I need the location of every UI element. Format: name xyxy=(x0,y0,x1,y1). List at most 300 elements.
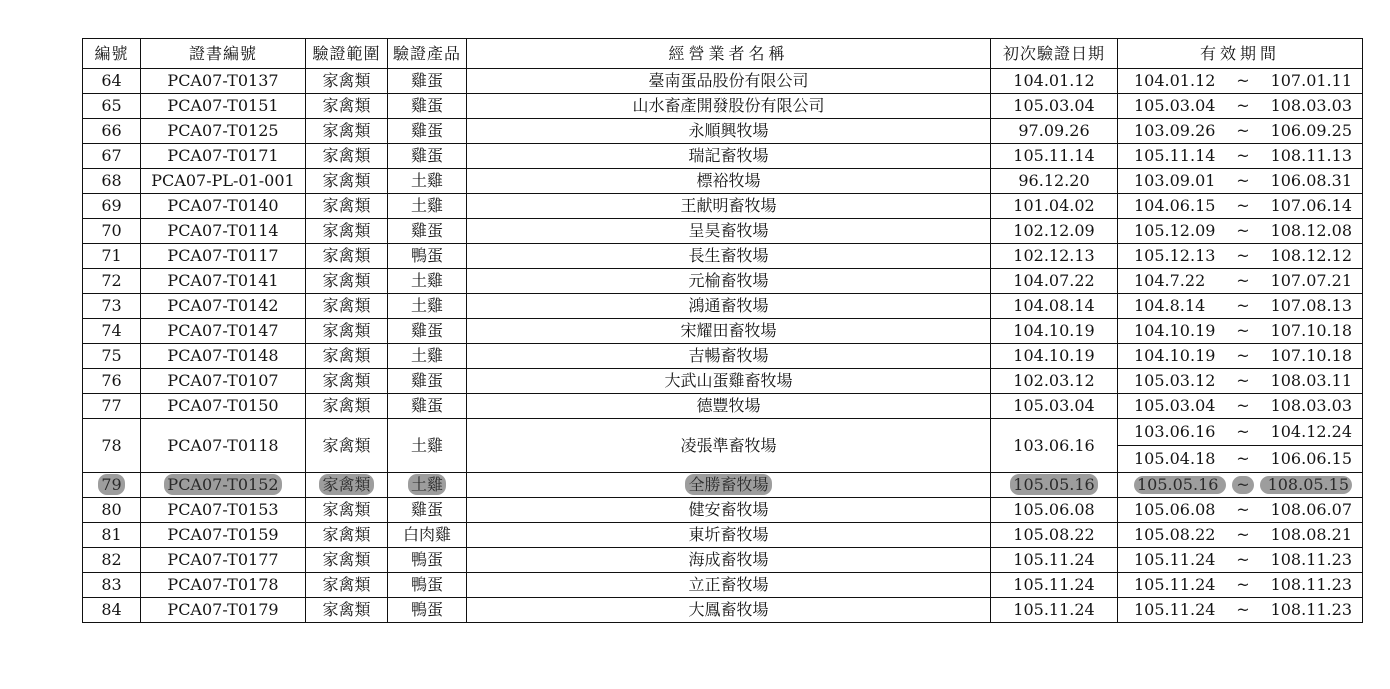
cell-certificate-number xyxy=(141,69,306,94)
cell-certificate-number-text: PCA07-T0153 xyxy=(167,500,279,519)
cell-certificate-number-text: PCA07-T0142 xyxy=(167,296,279,315)
cell-certificate-number-text: PCA07-T0151 xyxy=(167,96,279,115)
cell-operator-name-text: 永順興牧場 xyxy=(688,121,769,140)
cell-first-verification-date xyxy=(991,344,1118,369)
cell-certificate-number-text: PCA07-T0107 xyxy=(167,371,279,390)
cell-product xyxy=(388,194,467,219)
validity-start-date: 105.06.08 xyxy=(1134,500,1216,519)
validity-range xyxy=(1118,573,1362,597)
cell-operator-name xyxy=(467,573,991,598)
cell-scope xyxy=(306,548,388,573)
validity-start-date: 105.11.14 xyxy=(1134,146,1216,165)
cell-first-verification-date-text: 105.11.24 xyxy=(1013,600,1095,619)
cell-number xyxy=(83,419,141,473)
validity-end-date: 107.10.18 xyxy=(1270,346,1352,365)
cell-first-verification-date-text: 105.05.16 xyxy=(1010,474,1097,495)
cell-scope-text: 家禽類 xyxy=(322,600,371,619)
cell-number-text: 77 xyxy=(101,396,122,415)
cell-scope xyxy=(306,144,388,169)
cell-scope xyxy=(306,573,388,598)
cell-first-verification-date-text: 105.11.24 xyxy=(1013,575,1095,594)
cell-scope-text: 家禽類 xyxy=(322,575,371,594)
cell-product-text: 雞蛋 xyxy=(410,121,443,140)
validity-end-date: 108.11.23 xyxy=(1270,600,1352,619)
validity-start-date: 103.09.01 xyxy=(1134,171,1216,190)
cell-validity-period xyxy=(1118,69,1363,94)
cell-scope-text: 家禽類 xyxy=(322,550,371,569)
cell-first-verification-date-text: 102.12.09 xyxy=(1013,221,1095,240)
validity-end-date: 108.06.07 xyxy=(1270,500,1352,519)
validity-start-date: 105.03.04 xyxy=(1134,96,1216,115)
cell-product xyxy=(388,394,467,419)
cell-scope-text: 家禽類 xyxy=(322,321,371,340)
cell-product xyxy=(388,269,467,294)
cell-validity-period xyxy=(1118,498,1363,523)
cell-certificate-number xyxy=(141,573,306,598)
cell-operator-name-text: 大鳳畜牧場 xyxy=(688,600,769,619)
cell-product-text: 雞蛋 xyxy=(410,321,443,340)
cell-product xyxy=(388,523,467,548)
cell-operator-name xyxy=(467,119,991,144)
cell-number xyxy=(83,573,141,598)
cell-first-verification-date xyxy=(991,419,1118,473)
validity-start-date: 105.12.09 xyxy=(1134,221,1216,240)
cell-certificate-number xyxy=(141,144,306,169)
cell-operator-name-text: 長生畜牧場 xyxy=(688,246,769,265)
cell-first-verification-date xyxy=(991,269,1118,294)
cell-operator-name-text: 呈昊畜牧場 xyxy=(688,221,769,240)
cell-number xyxy=(83,169,141,194)
cell-number-text: 64 xyxy=(101,71,122,90)
validity-range-separator: ~ xyxy=(1236,600,1250,619)
table-row xyxy=(83,419,1363,473)
validity-range-separator: ~ xyxy=(1236,246,1250,265)
cell-number-text: 76 xyxy=(101,371,122,390)
table-row xyxy=(83,269,1363,294)
table-row xyxy=(83,498,1363,523)
table-header-row xyxy=(83,39,1363,69)
cell-number-text: 72 xyxy=(101,271,122,290)
table-row xyxy=(83,294,1363,319)
cell-operator-name-text: 立正畜牧場 xyxy=(688,575,769,594)
validity-start-date: 104.10.19 xyxy=(1134,346,1216,365)
column-header-product: 驗證產品 xyxy=(388,39,467,69)
cell-scope xyxy=(306,94,388,119)
cell-operator-name xyxy=(467,269,991,294)
cell-operator-name-text: 大武山蛋雞畜牧場 xyxy=(664,371,793,390)
cell-validity-period xyxy=(1118,144,1363,169)
cell-operator-name xyxy=(467,598,991,623)
validity-range-separator: ~ xyxy=(1236,271,1250,290)
cell-first-verification-date xyxy=(991,473,1118,498)
cell-product-text: 土雞 xyxy=(408,474,446,495)
cell-first-verification-date-text: 102.03.12 xyxy=(1013,371,1095,390)
cell-number xyxy=(83,269,141,294)
certification-table xyxy=(82,38,1363,623)
validity-range xyxy=(1118,419,1362,445)
cell-first-verification-date xyxy=(991,194,1118,219)
cell-operator-name-text: 瑞記畜牧場 xyxy=(688,146,769,165)
validity-range-separator: ~ xyxy=(1232,476,1253,494)
cell-operator-name-text: 王献明畜牧場 xyxy=(680,196,777,215)
cell-validity-period xyxy=(1118,598,1363,623)
cell-number xyxy=(83,523,141,548)
validity-end-date: 108.03.11 xyxy=(1270,371,1352,390)
cell-operator-name xyxy=(467,194,991,219)
cell-scope-text: 家禽類 xyxy=(322,96,371,115)
cell-number xyxy=(83,219,141,244)
cell-number-text: 68 xyxy=(101,171,122,190)
table-row xyxy=(83,169,1363,194)
cell-operator-name xyxy=(467,69,991,94)
cell-scope-text: 家禽類 xyxy=(322,171,371,190)
validity-end-date: 107.10.18 xyxy=(1270,321,1352,340)
cell-certificate-number-text: PCA07-T0171 xyxy=(167,146,279,165)
cell-number xyxy=(83,344,141,369)
cell-operator-name-text: 東圻畜牧場 xyxy=(688,525,769,544)
cell-number-text: 66 xyxy=(101,121,122,140)
column-header-certificate-number: 證書編號 xyxy=(141,39,306,69)
validity-end-date: 106.06.15 xyxy=(1270,449,1352,468)
cell-scope xyxy=(306,169,388,194)
cell-operator-name xyxy=(467,498,991,523)
cell-number-text: 83 xyxy=(101,575,122,594)
cell-certificate-number-text: PCA07-T0140 xyxy=(167,196,279,215)
cell-first-verification-date xyxy=(991,169,1118,194)
cell-certificate-number xyxy=(141,369,306,394)
validity-end-date: 106.09.25 xyxy=(1270,121,1352,140)
cell-product-text: 土雞 xyxy=(410,196,443,215)
cell-certificate-number xyxy=(141,598,306,623)
cell-number-text: 71 xyxy=(101,246,122,265)
cell-product-text: 土雞 xyxy=(410,346,443,365)
cell-validity-period xyxy=(1118,369,1363,394)
cell-certificate-number xyxy=(141,219,306,244)
validity-end-date: 107.08.13 xyxy=(1270,296,1352,315)
table-row xyxy=(83,473,1363,498)
cell-validity-period xyxy=(1118,394,1363,419)
validity-start-date: 104.06.15 xyxy=(1134,196,1216,215)
validity-range xyxy=(1118,244,1362,268)
cell-first-verification-date xyxy=(991,394,1118,419)
cell-certificate-number-text: PCA07-T0150 xyxy=(167,396,279,415)
validity-start-date: 105.12.13 xyxy=(1134,246,1216,265)
cell-certificate-number xyxy=(141,394,306,419)
cell-scope xyxy=(306,69,388,94)
cell-first-verification-date-text: 104.10.19 xyxy=(1013,321,1095,340)
cell-number xyxy=(83,473,141,498)
cell-number xyxy=(83,319,141,344)
cell-number-text: 84 xyxy=(101,600,122,619)
validity-range xyxy=(1118,219,1362,243)
table-row xyxy=(83,548,1363,573)
cell-first-verification-date-text: 104.07.22 xyxy=(1013,271,1095,290)
cell-product-text: 土雞 xyxy=(410,171,443,190)
cell-number xyxy=(83,94,141,119)
validity-range-separator: ~ xyxy=(1236,449,1250,468)
cell-first-verification-date-text: 105.06.08 xyxy=(1013,500,1095,519)
validity-range xyxy=(1118,119,1362,143)
cell-operator-name xyxy=(467,369,991,394)
cell-operator-name-text: 德豐牧場 xyxy=(696,396,761,415)
cell-operator-name xyxy=(467,169,991,194)
cell-first-verification-date xyxy=(991,144,1118,169)
cell-first-verification-date xyxy=(991,548,1118,573)
table-row xyxy=(83,194,1363,219)
cell-scope xyxy=(306,244,388,269)
validity-start-date: 103.06.16 xyxy=(1134,422,1216,441)
cell-scope-text: 家禽類 xyxy=(322,196,371,215)
cell-first-verification-date xyxy=(991,119,1118,144)
table-row xyxy=(83,344,1363,369)
cell-number xyxy=(83,369,141,394)
table-row xyxy=(83,94,1363,119)
validity-end-date: 108.12.12 xyxy=(1270,246,1352,265)
cell-certificate-number xyxy=(141,548,306,573)
cell-operator-name xyxy=(467,219,991,244)
validity-end-date: 104.12.24 xyxy=(1270,422,1352,441)
cell-scope xyxy=(306,219,388,244)
cell-first-verification-date xyxy=(991,523,1118,548)
cell-first-verification-date-text: 105.11.14 xyxy=(1013,146,1095,165)
cell-product xyxy=(388,319,467,344)
cell-product xyxy=(388,69,467,94)
cell-certificate-number-text: PCA07-T0118 xyxy=(167,435,279,455)
cell-number xyxy=(83,144,141,169)
cell-product xyxy=(388,244,467,269)
validity-range-separator: ~ xyxy=(1236,396,1250,415)
validity-range-separator: ~ xyxy=(1236,550,1250,569)
cell-operator-name-text: 健安畜牧場 xyxy=(688,500,769,519)
validity-end-date: 108.12.08 xyxy=(1270,221,1352,240)
cell-product xyxy=(388,473,467,498)
cell-validity-period xyxy=(1118,119,1363,144)
validity-end-date: 108.11.23 xyxy=(1270,575,1352,594)
cell-number xyxy=(83,69,141,94)
cell-number-text: 82 xyxy=(101,550,122,569)
cell-first-verification-date-text: 105.03.04 xyxy=(1013,96,1095,115)
cell-scope xyxy=(306,294,388,319)
cell-product-text: 土雞 xyxy=(410,271,443,290)
cell-first-verification-date xyxy=(991,94,1118,119)
cell-scope-text: 家禽類 xyxy=(322,221,371,240)
cell-product-text: 雞蛋 xyxy=(410,371,443,390)
cell-number-text: 78 xyxy=(101,435,122,455)
cell-first-verification-date-text: 104.01.12 xyxy=(1013,71,1095,90)
cell-first-verification-date-text: 105.11.24 xyxy=(1013,550,1095,569)
validity-end-date: 108.11.13 xyxy=(1270,146,1352,165)
cell-validity-period xyxy=(1118,548,1363,573)
cell-operator-name-text: 凌張準畜牧場 xyxy=(680,435,777,455)
table-row xyxy=(83,144,1363,169)
cell-number xyxy=(83,548,141,573)
cell-scope xyxy=(306,319,388,344)
cell-validity-period xyxy=(1118,244,1363,269)
cell-product-text: 鴨蛋 xyxy=(410,575,443,594)
cell-certificate-number xyxy=(141,419,306,473)
validity-range-separator: ~ xyxy=(1236,196,1250,215)
cell-certificate-number-text: PCA07-T0147 xyxy=(167,321,279,340)
cell-operator-name-text: 海成畜牧場 xyxy=(688,550,769,569)
validity-start-date: 103.09.26 xyxy=(1134,121,1216,140)
cell-scope-text: 家禽類 xyxy=(322,271,371,290)
cell-scope xyxy=(306,598,388,623)
cell-certificate-number-text: PCA07-T0152 xyxy=(164,474,281,495)
cell-scope xyxy=(306,498,388,523)
validity-range-separator: ~ xyxy=(1236,71,1250,90)
cell-certificate-number-text: PCA07-T0141 xyxy=(167,271,279,290)
cell-product-text: 鴨蛋 xyxy=(410,600,443,619)
cell-number xyxy=(83,294,141,319)
validity-range xyxy=(1118,598,1362,622)
validity-range xyxy=(1118,169,1362,193)
cell-scope-text: 家禽類 xyxy=(322,500,371,519)
validity-end-date: 108.03.03 xyxy=(1270,96,1352,115)
validity-range xyxy=(1118,473,1362,497)
cell-number xyxy=(83,394,141,419)
cell-validity-period xyxy=(1118,194,1363,219)
table-row xyxy=(83,69,1363,94)
cell-product-text: 雞蛋 xyxy=(410,71,443,90)
validity-range xyxy=(1118,394,1362,418)
cell-certificate-number xyxy=(141,473,306,498)
cell-operator-name-text: 宋耀田畜牧場 xyxy=(680,321,777,340)
cell-scope xyxy=(306,119,388,144)
cell-product-text: 雞蛋 xyxy=(410,396,443,415)
validity-range-separator: ~ xyxy=(1236,146,1250,165)
cell-validity-period xyxy=(1118,523,1363,548)
cell-operator-name xyxy=(467,523,991,548)
cell-operator-name xyxy=(467,319,991,344)
table-row xyxy=(83,244,1363,269)
cell-scope xyxy=(306,419,388,473)
cell-certificate-number-text: PCA07-T0148 xyxy=(167,346,279,365)
cell-number-text: 80 xyxy=(101,500,122,519)
validity-range xyxy=(1118,144,1362,168)
cell-operator-name xyxy=(467,419,991,473)
cell-operator-name xyxy=(467,394,991,419)
cell-number-text: 81 xyxy=(101,525,122,544)
cell-first-verification-date-text: 105.03.04 xyxy=(1013,396,1095,415)
cell-validity-period xyxy=(1118,319,1363,344)
validity-end-date: 107.06.14 xyxy=(1270,196,1352,215)
cell-first-verification-date xyxy=(991,598,1118,623)
cell-product xyxy=(388,294,467,319)
validity-range xyxy=(1118,194,1362,218)
cell-scope xyxy=(306,473,388,498)
cell-first-verification-date-text: 97.09.26 xyxy=(1018,121,1090,140)
validity-start-date: 105.11.24 xyxy=(1134,575,1216,594)
cell-certificate-number xyxy=(141,319,306,344)
cell-first-verification-date xyxy=(991,319,1118,344)
validity-range-separator: ~ xyxy=(1236,500,1250,519)
cell-first-verification-date-text: 104.10.19 xyxy=(1013,346,1095,365)
cell-certificate-number-text: PCA07-T0177 xyxy=(167,550,279,569)
cell-scope-text: 家禽類 xyxy=(322,435,371,455)
validity-range xyxy=(1118,445,1362,472)
cell-operator-name xyxy=(467,548,991,573)
cell-product-text: 白肉雞 xyxy=(402,525,451,544)
table-row xyxy=(83,319,1363,344)
cell-certificate-number-text: PCA07-T0179 xyxy=(167,600,279,619)
cell-first-verification-date-text: 96.12.20 xyxy=(1018,171,1090,190)
cell-certificate-number xyxy=(141,523,306,548)
cell-number-text: 73 xyxy=(101,296,122,315)
validity-range xyxy=(1118,269,1362,293)
cell-product-text: 雞蛋 xyxy=(410,221,443,240)
cell-certificate-number-text: PCA07-T0117 xyxy=(167,246,279,265)
cell-product-text: 雞蛋 xyxy=(410,146,443,165)
cell-operator-name-text: 鴻通畜牧場 xyxy=(688,296,769,315)
cell-certificate-number xyxy=(141,498,306,523)
cell-product-text: 土雞 xyxy=(410,296,443,315)
cell-certificate-number xyxy=(141,294,306,319)
validity-range xyxy=(1118,498,1362,522)
validity-end-date: 108.11.23 xyxy=(1270,550,1352,569)
cell-number xyxy=(83,194,141,219)
cell-scope-text: 家禽類 xyxy=(322,146,371,165)
cell-product-text: 雞蛋 xyxy=(410,96,443,115)
validity-range xyxy=(1118,523,1362,547)
cell-first-verification-date xyxy=(991,369,1118,394)
validity-start-date: 104.10.19 xyxy=(1134,321,1216,340)
validity-range-separator: ~ xyxy=(1236,221,1250,240)
cell-scope-text: 家禽類 xyxy=(322,346,371,365)
validity-range xyxy=(1118,69,1362,93)
column-header-first-verification-date: 初次驗證日期 xyxy=(991,39,1118,69)
table-row xyxy=(83,369,1363,394)
cell-first-verification-date xyxy=(991,244,1118,269)
validity-range xyxy=(1118,94,1362,118)
cell-operator-name-text: 吉暢畜牧場 xyxy=(688,346,769,365)
cell-product-text: 土雞 xyxy=(410,435,443,455)
cell-certificate-number xyxy=(141,119,306,144)
column-header-scope: 驗證範圍 xyxy=(306,39,388,69)
cell-operator-name xyxy=(467,473,991,498)
cell-number xyxy=(83,598,141,623)
validity-start-date: 105.11.24 xyxy=(1134,600,1216,619)
validity-range-separator: ~ xyxy=(1236,121,1250,140)
cell-certificate-number-text: PCA07-T0178 xyxy=(167,575,279,594)
cell-certificate-number xyxy=(141,344,306,369)
validity-range-separator: ~ xyxy=(1236,575,1250,594)
validity-range-separator: ~ xyxy=(1236,171,1250,190)
cell-product xyxy=(388,94,467,119)
validity-start-date: 105.11.24 xyxy=(1134,550,1216,569)
validity-range xyxy=(1118,344,1362,368)
cell-number-text: 75 xyxy=(101,346,122,365)
cell-operator-name-text: 元榆畜牧場 xyxy=(688,271,769,290)
validity-start-date: 105.05.16 xyxy=(1134,476,1226,494)
validity-start-date: 105.03.04 xyxy=(1134,396,1216,415)
cell-number-text: 79 xyxy=(98,474,124,495)
validity-range-separator: ~ xyxy=(1236,346,1250,365)
cell-operator-name-text: 臺南蛋品股份有限公司 xyxy=(648,71,809,90)
cell-scope-text: 家禽類 xyxy=(319,474,373,495)
cell-scope xyxy=(306,394,388,419)
cell-scope-text: 家禽類 xyxy=(322,121,371,140)
cell-product-text: 鴨蛋 xyxy=(410,246,443,265)
cell-product xyxy=(388,219,467,244)
validity-start-date: 105.08.22 xyxy=(1134,525,1216,544)
validity-range xyxy=(1118,294,1362,318)
cell-certificate-number-text: PCA07-T0137 xyxy=(167,71,279,90)
cell-certificate-number-text: PCA07-T0114 xyxy=(167,221,279,240)
cell-first-verification-date-text: 105.08.22 xyxy=(1013,525,1095,544)
cell-operator-name xyxy=(467,244,991,269)
cell-certificate-number xyxy=(141,244,306,269)
table-row xyxy=(83,573,1363,598)
